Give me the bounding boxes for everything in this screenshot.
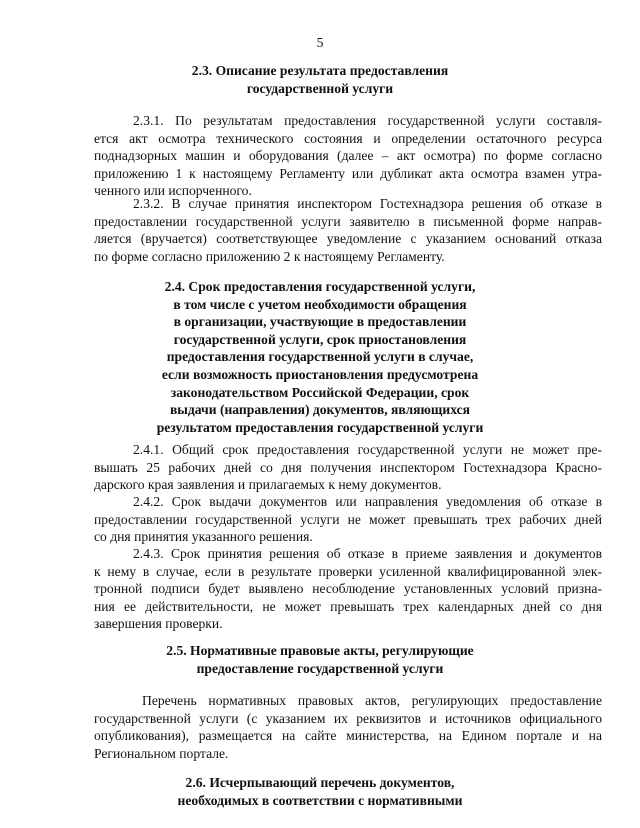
paragraph-2-4-3 xyxy=(94,545,602,633)
heading-line: в том числе с учетом необходимости обращения xyxy=(173,296,467,312)
heading-line: предоставление государственной услуги xyxy=(196,660,444,676)
text-line: 2.4.3. Срок принятия решения об отказе в приеме заявления и документов xyxy=(133,546,602,561)
section-2-6-heading xyxy=(0,774,640,809)
text-line: дарского края заявления и прилагаемых к нему документов. xyxy=(94,477,442,493)
text-line: государственной услуги (с указанием их реквизитов и источников официального xyxy=(94,710,602,726)
text-line: тронной подписи будет выявлено несоблюдение установленных условий призна- xyxy=(94,581,602,597)
text-line: Перечень нормативных правовых актов, регулирующих предоставление xyxy=(142,693,602,708)
text-line: 2.3.1. По результатам предоставления государственной услуги составля- xyxy=(133,113,602,128)
text-line: предоставлении государственной услуги заявителю в письменной форме направ- xyxy=(94,213,602,229)
text-line: опубликования), размещается на сайте министерства, на Едином портале и на xyxy=(94,728,602,744)
text-line: ляется (вручается) соответствующее уведомление с указанием оснований отказа xyxy=(94,231,602,247)
section-2-5-heading xyxy=(0,642,640,677)
paragraph-2-4-1 xyxy=(94,441,602,494)
text-line: предоставлении государственной услуги не может превышать трех рабочих дней xyxy=(94,511,602,527)
text-line: ченного или испорченного. xyxy=(94,183,252,199)
text-line: 2.4.1. Общий срок предоставления государственной услуги не может пре- xyxy=(133,442,602,457)
text-line: ния ее действительности, не может превышать трех календарных дней со дня xyxy=(94,598,602,614)
heading-line: необходимых в соответствии с нормативными xyxy=(177,792,463,808)
text-line: 2.4.2. Срок выдачи документов или направления уведомления об отказе в xyxy=(133,494,602,509)
section-2-3-heading xyxy=(0,62,640,97)
text-line: вышать 25 рабочих дней со дня получения инспектором Гостехнадзора Красно- xyxy=(94,459,602,475)
text-line: приложению 1 к настоящему Регламенту или дубликат акта осмотра взамен утра- xyxy=(94,165,602,181)
heading-line: 2.3. Описание результата предоставления xyxy=(191,63,449,78)
heading-line: предоставления государственной услуги в случае, xyxy=(166,349,474,365)
heading-line: в организации, участвующие в предоставлении xyxy=(173,314,467,330)
text-line: Региональном портале. xyxy=(94,745,229,761)
heading-line: результатом предоставления государственной услуги xyxy=(156,419,484,435)
text-line: 2.3.2. В случае принятия инспектором Гостехнадзора решения об отказе в xyxy=(133,196,602,211)
heading-line: 2.5. Нормативные правовые акты, регулирующие xyxy=(166,643,474,658)
heading-line: законодательством Российской Федерации, срок xyxy=(170,384,470,400)
heading-line: 2.4. Срок предоставления государственной услуги, xyxy=(164,279,476,294)
heading-line: если возможность приостановления предусмотрена xyxy=(161,366,479,382)
paragraph-2-3-1 xyxy=(94,112,602,200)
paragraph-2-5 xyxy=(94,692,602,762)
paragraph-2-4-2 xyxy=(94,493,602,546)
text-line: по форме согласно приложению 2 к настоящему Регламенту. xyxy=(94,248,445,264)
text-line: к нему в случае, если в результате проверки усиленной квалифицированной элек- xyxy=(94,563,602,579)
text-line: завершения проверки. xyxy=(94,616,223,632)
section-2-4-heading xyxy=(0,278,640,436)
heading-line: государственной услуги, срок приостановления xyxy=(173,331,467,347)
text-line: со дня принятия указанного решения. xyxy=(94,529,313,545)
text-line: ется акт осмотра технического состояния и определении остаточного ресурса xyxy=(94,130,602,146)
page-number: 5 xyxy=(316,35,324,50)
heading-line: государственной услуги xyxy=(246,80,394,96)
heading-line: 2.6. Исчерпывающий перечень документов, xyxy=(185,775,455,790)
text-line: поднадзорных машин и оборудования (далее – акт осмотра) по форме согласно xyxy=(94,148,602,164)
heading-line: выдачи (направления) документов, являющихся xyxy=(169,402,471,418)
paragraph-2-3-2 xyxy=(94,195,602,265)
